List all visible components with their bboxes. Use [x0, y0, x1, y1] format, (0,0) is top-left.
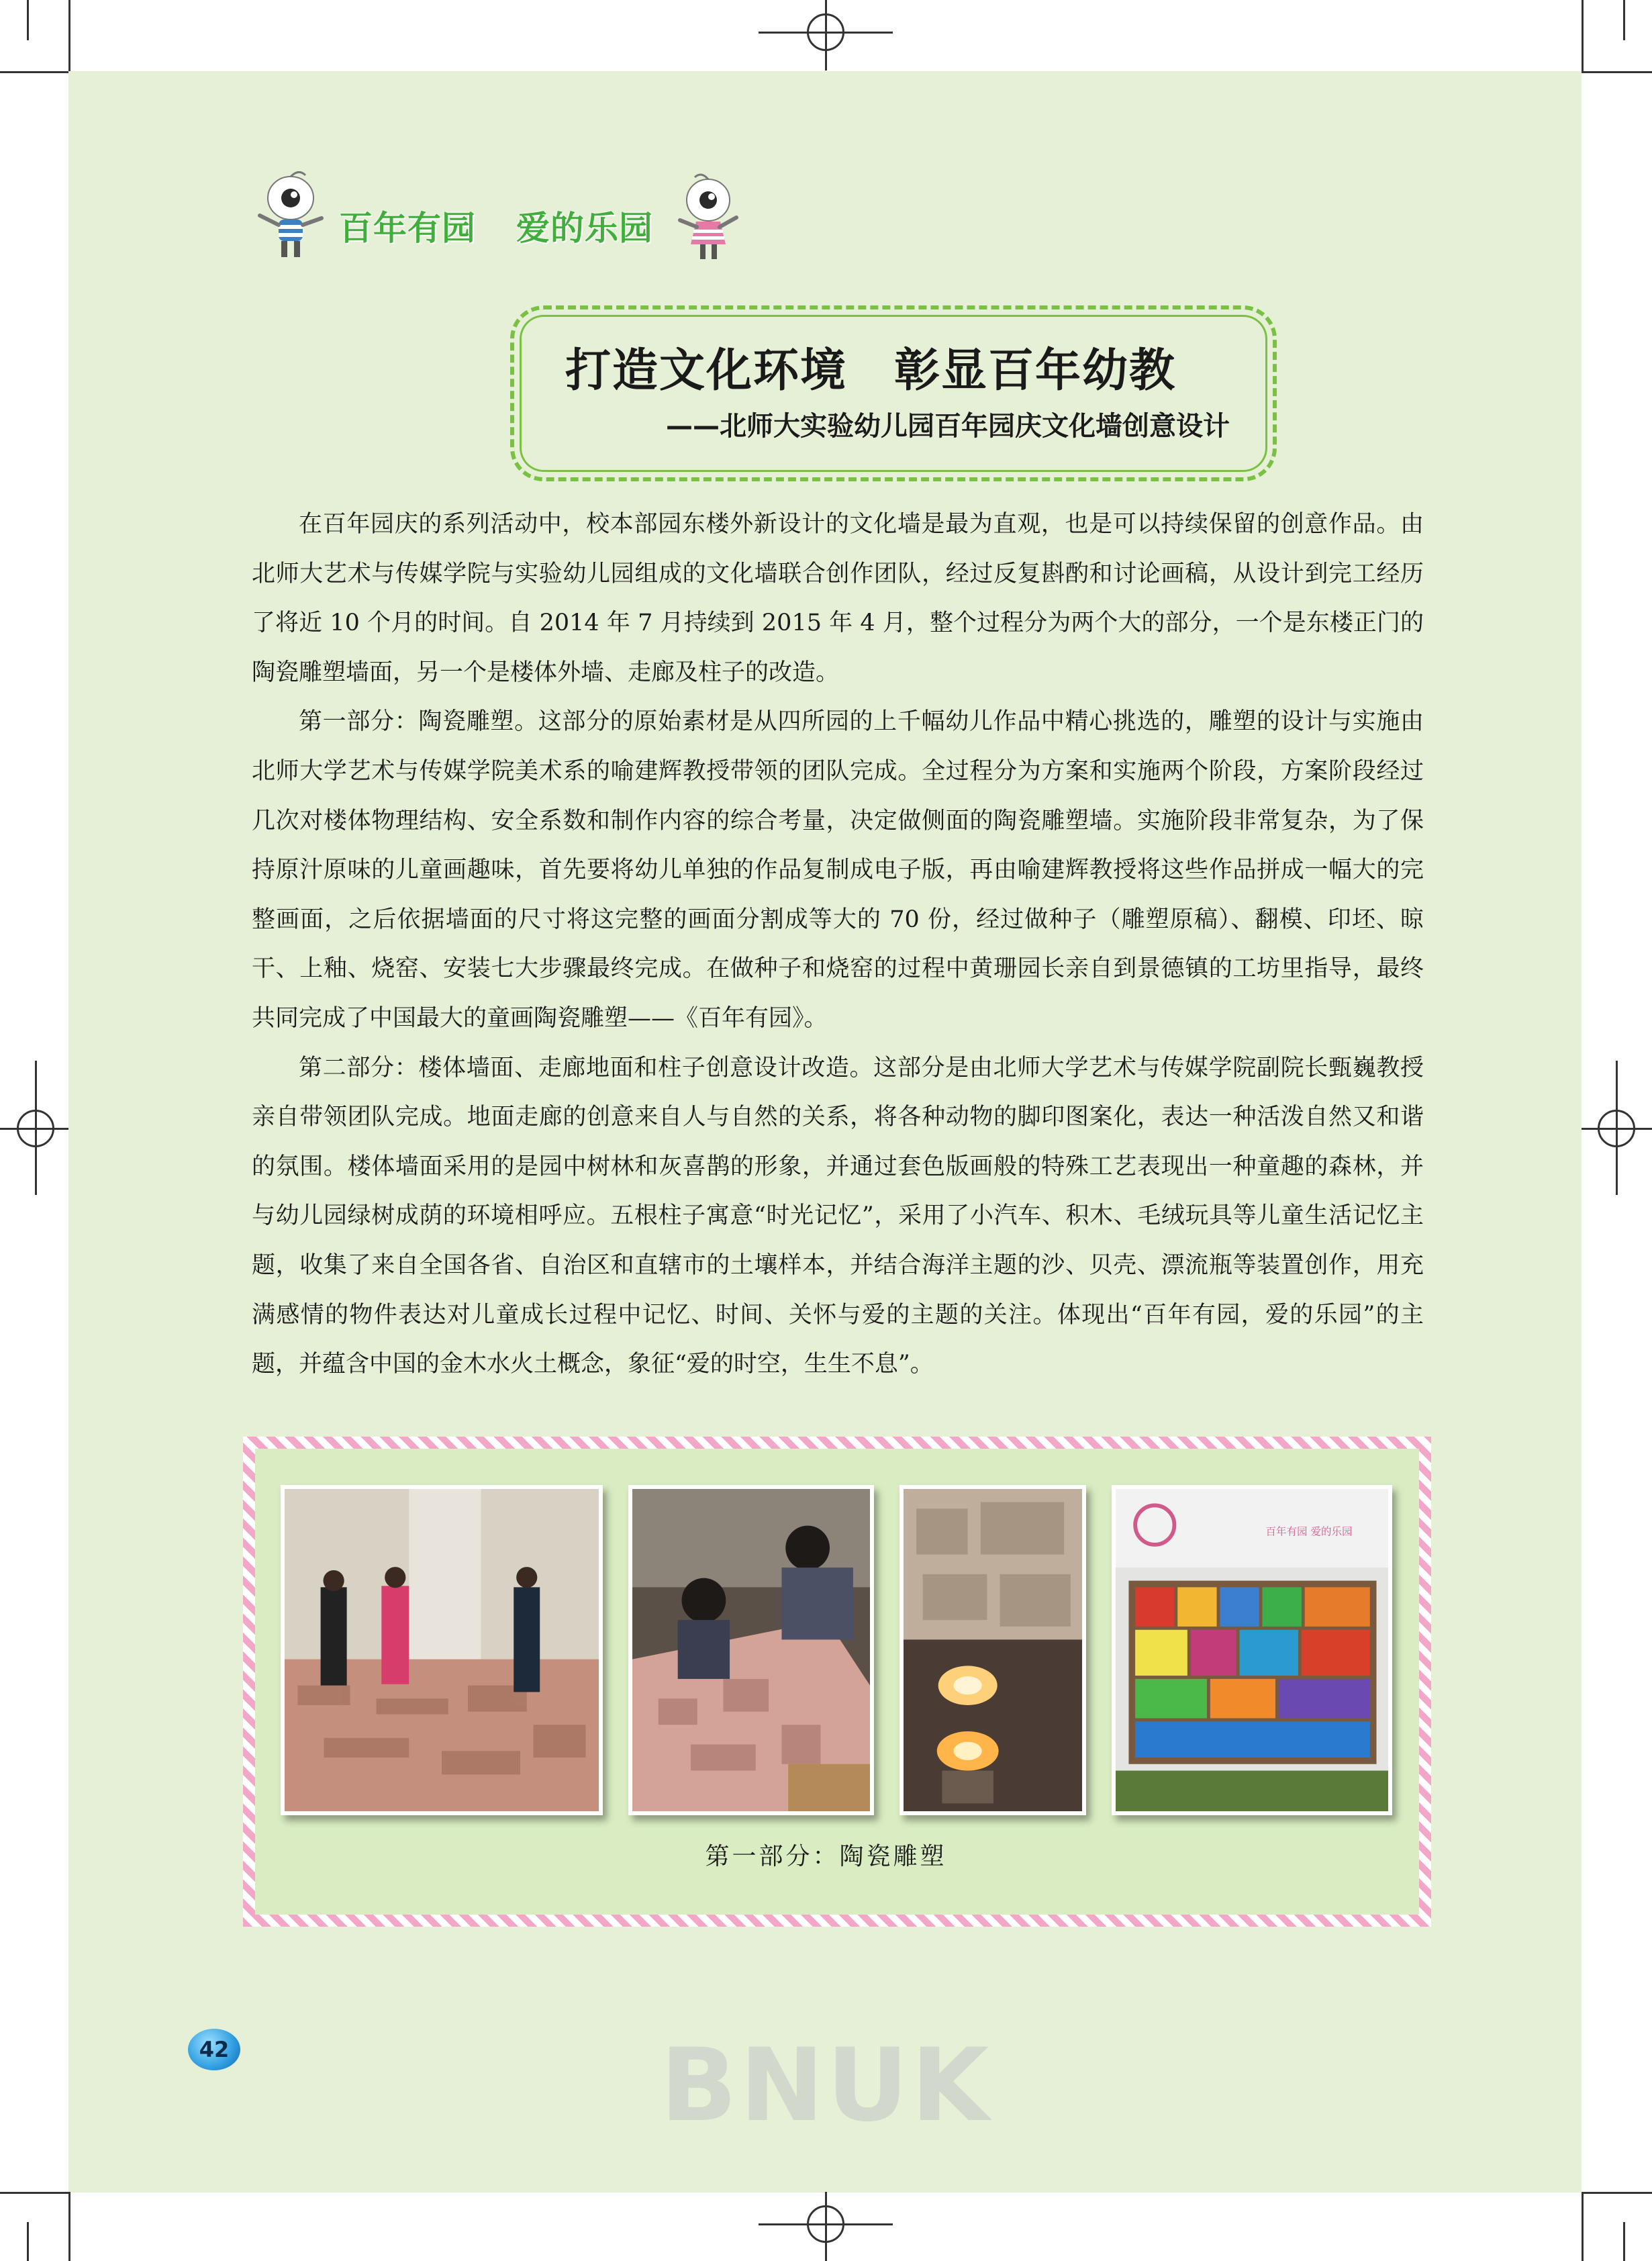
- header-title: [339, 201, 653, 250]
- mascot-blue-icon: [252, 171, 329, 262]
- paragraph-intro: 在百年园庆的系列活动中，校本部园东楼外新设计的文化墙是最为直观，也是可以持续保留的创意作品。由北师大艺术与传媒学院与实验幼儿园组成的文化墙联合创作团队，经过反复斟酌和讨论画稿，从设计到完工经历了将近 10 个月的时间。自 2014 年 7 月持续到 2015 年 4 月，整个过程分为两个大的部分，一个是东楼正门的陶瓷雕塑墙面，另一个是楼体外墙、走廊及柱子的改造。: [252, 511, 1424, 686]
- photo-kiln-icon: [900, 1485, 1086, 1815]
- mural-sign: 百年有园 爱的乐园: [1265, 1525, 1353, 1538]
- header-text-right: 爱的乐园: [516, 209, 653, 248]
- page-number: 42: [188, 2029, 240, 2070]
- photo-carving-icon: [628, 1485, 874, 1815]
- article-title-left: 打造文化环境: [565, 344, 848, 397]
- photo-workshop-icon: [281, 1485, 603, 1815]
- paragraph-part-two: 第二部分：楼体墙面、走廊地面和柱子创意设计改造。这部分是由北师大学艺术与传媒学院副院长甄巍教授亲自带领团队完成。地面走廊的创意来自人与自然的关系，将各种动物的脚印图案化，表达一种活泼自然又和谐的氛围。楼体墙面采用的是园中树林和灰喜鹊的形象，并通过套色版画般的特殊工艺表现出一种童趣的森林，并与幼儿园绿树成荫的环境相呼应。五根柱子寓意“时光记忆”，采用了小汽车、积木、毛绒玩具等儿童生活记忆主题，收集了来自全国各省、自治区和直辖市的土壤样本，并结合海洋主题的沙、贝壳、漂流瓶等装置创作，用充满感情的物件表达对儿童成长过程中记忆、时间、关怀与爱的主题的关注。体现出“百年有园，爱的乐园”的主题，并蕴含中国的金木水火土概念，象征“爱的时空，生生不息”。: [252, 1054, 1424, 1378]
- paragraph-part-one: 第一部分：陶瓷雕塑。这部分的原始素材是从四所园的上千幅幼儿作品中精心挑选的，雕塑的设计与实施由北师大学艺术与传媒学院美术系的喻建辉教授带领的团队完成。全过程分为方案和实施两个阶段，方案阶段经过几次对楼体物理结构、安全系数和制作内容的综合考量，决定做侧面的陶瓷雕塑墙。实施阶段非常复杂，为了保持原汁原味的儿童画趣味，首先要将幼儿单独的作品复制成电子版，再由喻建辉教授将这些作品拼成一幅大的完整画面，之后依据墙面的尺寸将这完整的画面分割成等大的 70 份，经过做种子（雕塑原稿）、翻模、印坯、晾干、上釉、烧窑、安装七大步骤最终完成。在做种子和烧窑的过程中黄珊园长亲自到景德镇的工坊里指导，最终共同完成了中国最大的童画陶瓷雕塑——《百年有园》。: [252, 708, 1424, 1032]
- article-body: [252, 500, 1424, 1390]
- article-subtitle: ——北师大实验幼儿园百年园庆文化墙创意设计: [666, 411, 1230, 442]
- watermark: BNUK: [660, 2027, 992, 2144]
- mascot-pink-icon: [675, 173, 742, 262]
- photo-caption: 第一部分：陶瓷雕塑: [705, 1843, 947, 1870]
- photo-mural-icon: [1112, 1485, 1392, 1815]
- header-text-left: 百年有园: [339, 209, 476, 248]
- article-title-right: 彰显百年幼教: [894, 344, 1177, 397]
- article-title: [565, 334, 1176, 399]
